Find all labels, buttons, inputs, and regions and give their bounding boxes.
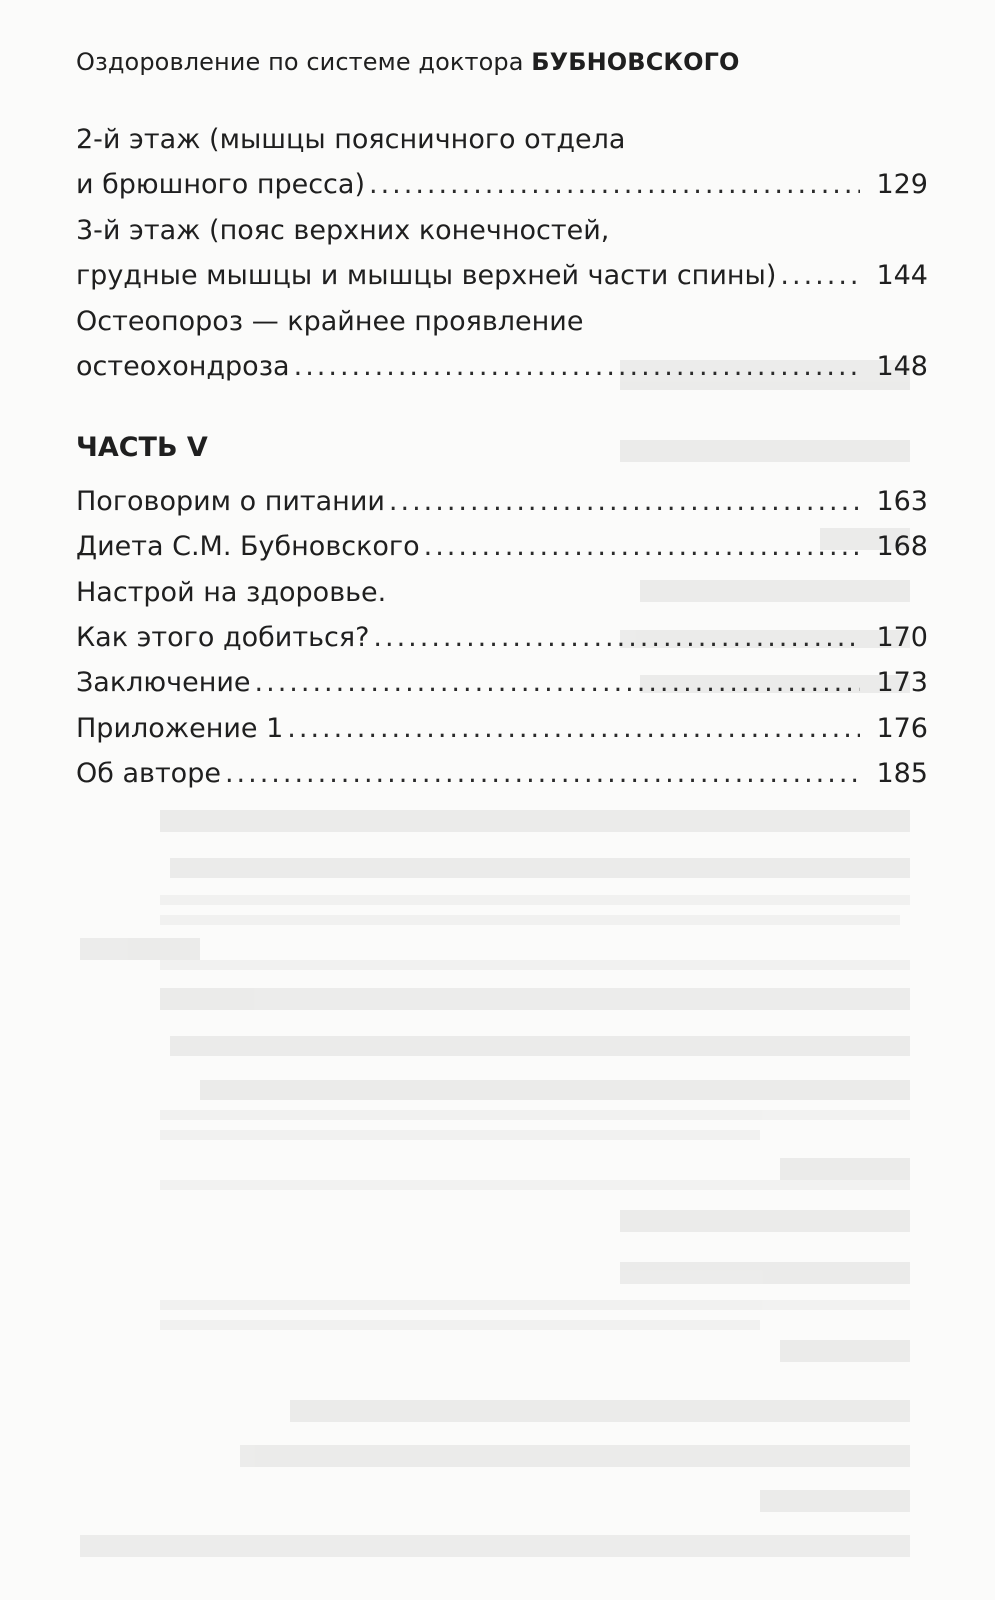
dot-leader (294, 347, 860, 387)
dot-leader (287, 709, 860, 749)
toc-entry-nutrition[interactable] (76, 482, 928, 522)
toc-entry-label: Как этого добиться? (76, 622, 370, 653)
toc-entry-osteoporosis[interactable] (76, 347, 928, 387)
toc-page-number: 168 (876, 531, 928, 562)
toc-page-number: 176 (876, 713, 928, 744)
part-heading: ЧАСТЬ V (76, 432, 208, 463)
toc-entry-label: грудные мышцы и мышцы верхней части спины) (76, 260, 777, 291)
toc-entry-diet[interactable] (76, 527, 928, 567)
toc-entry-mindset-line1 (76, 573, 928, 613)
dot-leader (389, 482, 860, 522)
toc-entry-appendix[interactable] (76, 709, 928, 749)
dot-leader (225, 754, 860, 794)
toc-entry-label: Приложение 1 (76, 713, 284, 744)
dot-leader (780, 256, 860, 296)
toc-page-number: 170 (876, 622, 928, 653)
dot-leader (424, 527, 860, 567)
toc-entry-label: Настрой на здоровье. (76, 577, 387, 608)
running-header (76, 48, 740, 76)
toc-page-number: 173 (876, 667, 928, 698)
toc-entry-floor2[interactable] (76, 165, 928, 205)
toc-entry-conclusion[interactable] (76, 663, 928, 703)
toc-page-number: 148 (876, 351, 928, 382)
dot-leader (255, 663, 860, 703)
toc-page-number: 163 (876, 486, 928, 517)
toc-entry-label: Диета С.М. Бубновского (76, 531, 420, 562)
toc-entry-label: Заключение (76, 667, 251, 698)
toc-entry-label: Об авторе (76, 758, 221, 789)
toc-entry-floor2-line1 (76, 120, 928, 160)
toc-entry-about[interactable] (76, 754, 928, 794)
toc-entry-label: Поговорим о питании (76, 486, 385, 517)
toc-entry-label: 2-й этаж (мышцы поясничного отдела (76, 124, 626, 155)
toc-page-number: 185 (876, 758, 928, 789)
toc-entry-label: остеохондроза (76, 351, 290, 382)
header-prefix: Оздоровление по системе доктора (76, 48, 524, 76)
toc-entry-label: Остеопороз — крайнее проявление (76, 306, 584, 337)
header-author: БУБНОВСКОГО (531, 48, 740, 76)
toc-entry-label: 3-й этаж (пояс верхних конечностей, (76, 215, 610, 246)
toc-entry-floor3-line1 (76, 211, 928, 251)
toc-page-number: 144 (876, 260, 928, 291)
dot-leader (369, 165, 860, 205)
toc-entry-mindset[interactable] (76, 618, 928, 658)
dot-leader (373, 618, 860, 658)
toc-page-number: 129 (876, 169, 928, 200)
toc-entry-osteoporosis-line1 (76, 302, 928, 342)
toc-entry-label: и брюшного пресса) (76, 169, 365, 200)
toc-entry-floor3[interactable] (76, 256, 928, 296)
